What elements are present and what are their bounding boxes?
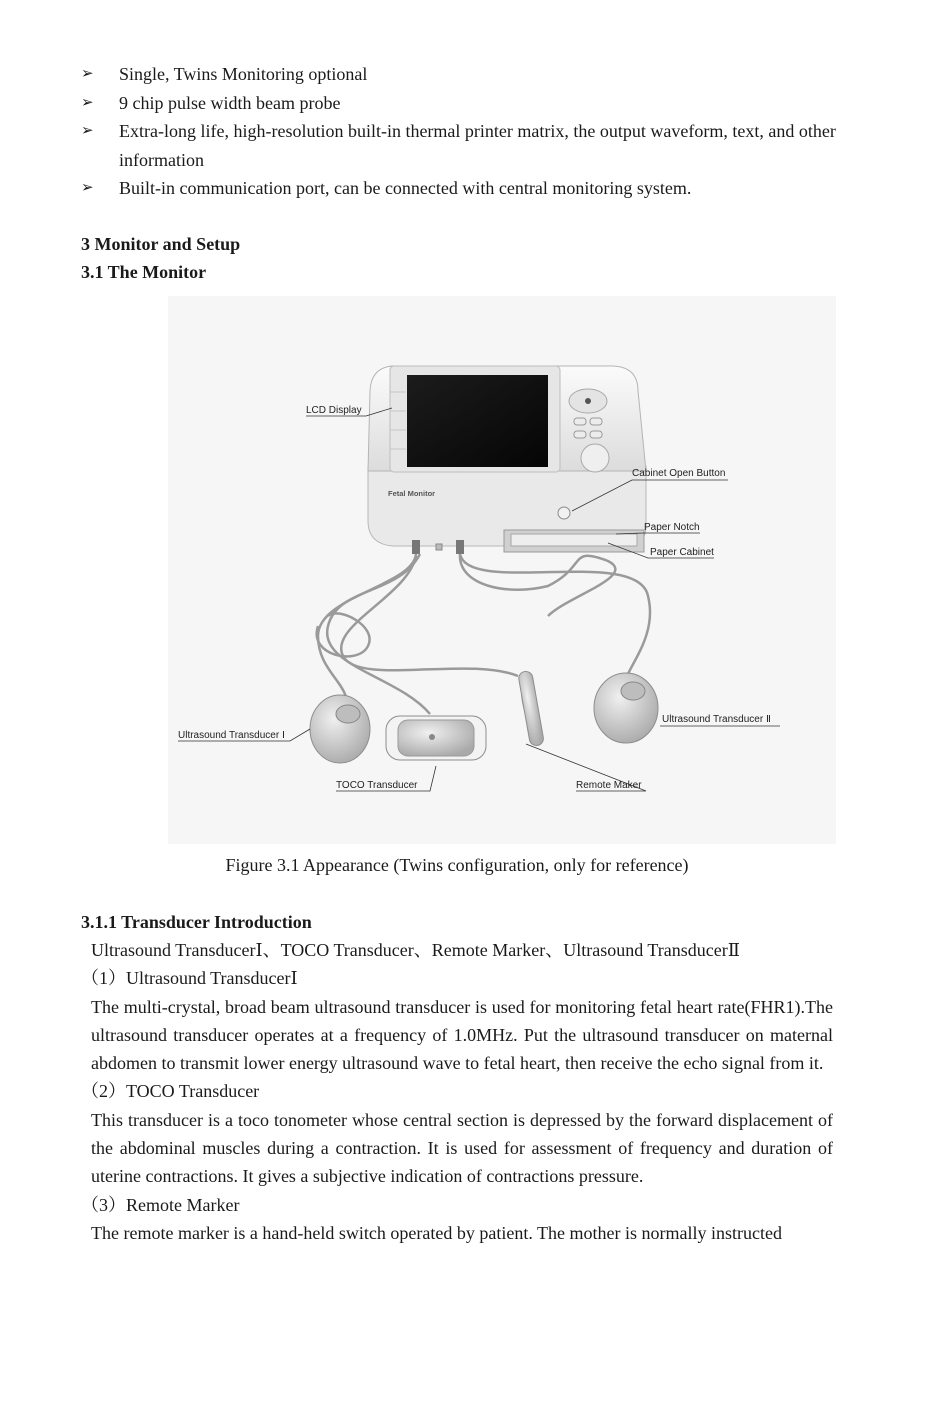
list-item: ➢ 9 chip pulse width beam probe [81, 89, 841, 118]
arrow-bullet-icon: ➢ [81, 94, 94, 111]
ultrasound-transducer-2 [594, 673, 658, 743]
cabinet-open-button-icon [558, 507, 570, 519]
monitor-body [368, 366, 646, 554]
ultrasound-transducer-1 [310, 695, 370, 763]
power-button-icon [581, 444, 609, 472]
item-paragraph: The remote marker is a hand-held switch operated by patient. The mother is normally instructed [91, 1222, 782, 1243]
figure-caption: Figure 3.1 Appearance (Twins configuration, only for reference) [225, 855, 689, 875]
section-subheading: 3.1 The Monitor [81, 262, 207, 282]
feature-list [81, 60, 841, 203]
device-brand: Fetal Monitor [388, 489, 436, 498]
label-cabinet-open-button: Cabinet Open Button [632, 468, 726, 479]
label-paper-notch: Paper Notch [644, 522, 700, 533]
item-paragraph: This transducer is a toco tonometer whose central section is depressed by the forward displacement of the abdominal muscles during a contraction. It is used for assessment of frequency and duration of uterine contractions. It gives a subjective indication of contractions pressure. [91, 1109, 833, 1187]
item-title: （1）Ultrasound TransducerⅠ [81, 968, 298, 989]
item-paragraph: The multi-crystal, broad beam ultrasound transducer is used for monitoring fetal heart rate(FHR1).The ultrasound transducer operates at a frequency of 1.0MHz. Put the ultrasound transducer on maternal abdomen to transmit lower energy ultrasound wave to fetal heart, then receive the echo signal from it. [91, 996, 833, 1074]
label-toco-transducer: TOCO Transducer [336, 780, 418, 791]
toco-transducer [386, 716, 486, 760]
transducer-section [81, 936, 833, 1247]
label-ultrasound-transducer-2: Ultrasound Transducer Ⅱ [662, 714, 771, 725]
label-ultrasound-transducer-1: Ultrasound Transducer Ⅰ [178, 730, 285, 741]
device-figure [168, 296, 836, 844]
arrow-bullet-icon: ➢ [81, 123, 94, 139]
label-remote-maker: Remote Maker [576, 780, 642, 791]
subsection-heading: 3.1.1 Transducer Introduction [81, 912, 312, 932]
label-lcd-display: LCD Display [306, 405, 362, 416]
fetal-monitor-illustration [168, 296, 836, 844]
label-paper-cabinet: Paper Cabinet [650, 547, 714, 558]
list-item: ➢ Single, Twins Monitoring optional [81, 60, 841, 89]
list-item: ➢ Extra-long life, high-resolution built-in thermal printer matrix, the output waveform, text, and other information [81, 117, 841, 174]
transducer-list: Ultrasound TransducerⅠ、TOCO Transducer、Remote Marker、Ultrasound TransducerⅡ [91, 940, 740, 960]
item-title: （2）TOCO Transducer [81, 1081, 260, 1102]
arrow-bullet-icon: ➢ [81, 180, 94, 196]
paper-cabinet-icon [511, 534, 637, 546]
lcd-screen [407, 375, 548, 467]
item-title: （3）Remote Marker [81, 1194, 240, 1215]
section-heading: 3 Monitor and Setup [81, 234, 241, 254]
arrow-bullet-icon: ➢ [81, 66, 94, 82]
list-item: ➢ Built-in communication port, can be connected with central monitoring system. [81, 174, 841, 203]
